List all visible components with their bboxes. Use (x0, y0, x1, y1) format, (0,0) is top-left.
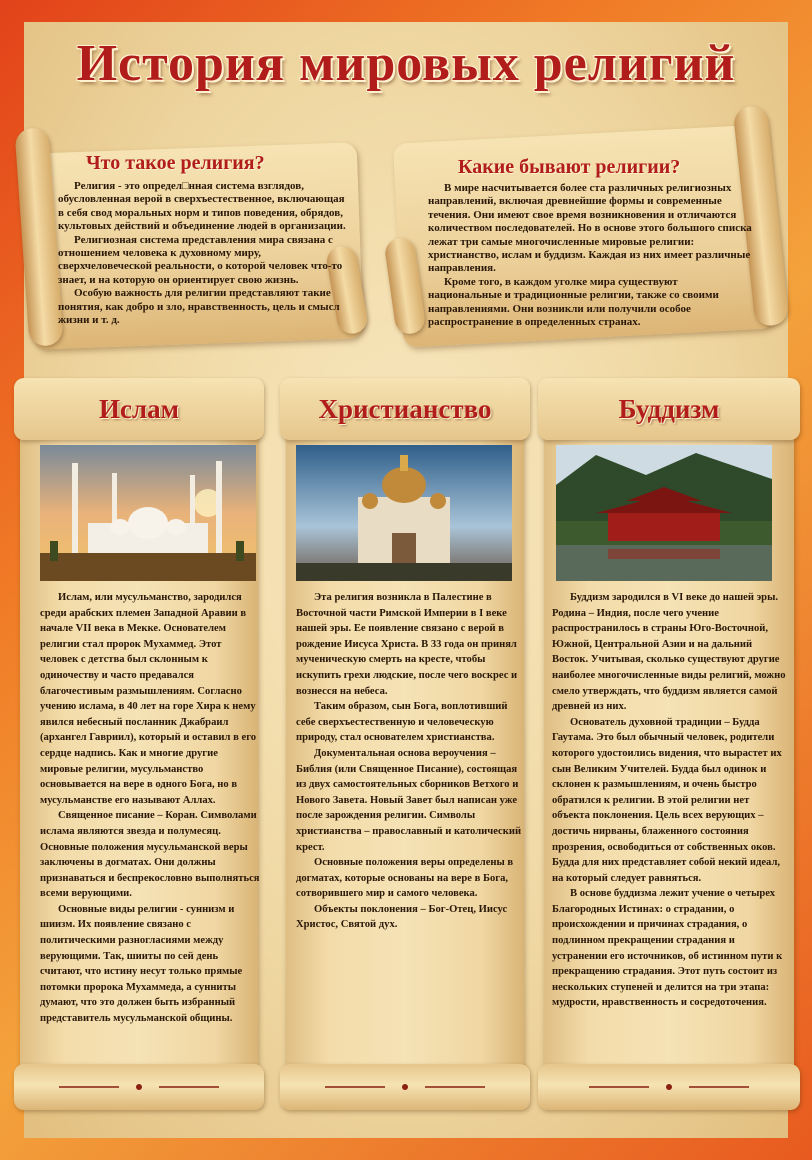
intro-right-heading: Какие бывают религии? (458, 156, 681, 178)
cathedral-illustration (296, 445, 512, 581)
column-text (40, 590, 262, 1027)
column-paragraph: Буддизм зародился в VI веке до нашей эры. Родина – Индия, после чего учение распространилось в страны Юго-Восточной, Южной, Центральной Азии и на дальний Восток. Учитывая, сколько существуют другие наиболее многочисленные виды религий, можно смело утверждать, что буддизм является самой древней из них. (552, 592, 786, 713)
cathedral-photo (296, 445, 512, 581)
column-paragraph: Документальная основа вероучения – Библия (или Священное Писание), состоящая из двух самостоятельных сборников Ветхого и Нового Завета. Новый Завет был написан уже после зарождения религии. Символы христианства – православный и католический крест. (296, 747, 522, 853)
temple-photo (556, 445, 772, 581)
column-scroll-head (538, 378, 800, 440)
column-title: Буддизм (618, 394, 720, 424)
poster-title: История мировых религий (76, 35, 736, 92)
column-title: Ислам (98, 394, 180, 424)
intro-right-text (428, 182, 754, 329)
column-scroll-head (280, 378, 530, 440)
column-text (552, 590, 788, 1011)
ornament-divider (325, 1084, 485, 1090)
column-paragraph: Таким образом, сын Бога, воплотивший себе сверхъестественную и человеческую природу, стал основателем христианства. (296, 701, 508, 744)
temple-illustration (556, 445, 772, 581)
column-scroll-head (14, 378, 264, 440)
column-paragraph: Священное писание – Коран. Символами ислама являются звезда и полумесяц. Основные положения мусульманской веры заключены в догматах. Они должны признаваться и беспрекословно выполняться всеми верующими. (40, 810, 260, 900)
intro-right-paragraph: В мире насчитывается более ста различных религиозных направлений, включая древнейшие формы и современные течения. Они имеют свое время возникновения и отличаются количеством последователей. Но в основе этого большого списка лежат три самые многочисленные мировые религии: христианство, ислам и буддизм. Каждая из них имеет различные направления. (428, 182, 752, 275)
intro-left-paragraph: Религиозная система представления мира связана с отношением человека к духовному миру, сверхчеловеческой реальности, о которой человек что-то знает, и на которую он ориентирует свою жизнь. (58, 233, 343, 286)
column-paragraph: Основные виды религии - суннизм и шиизм. Их появление связано с политическими разногласиями между верующими. Так, шииты по сей день считают, что истину несут только прямые потомки пророка Мухаммеда, а сунниты думают, что это должен быть избранный представитель мусульманской общины. (40, 903, 243, 1025)
intro-left-text (58, 180, 348, 327)
column-paragraph: В основе буддизма лежит учение о четырех Благородных Истинах: о страдании, о происхождении и причинах страдания, о подлинном прекращении страдания и устранении его источников, об истинном пути к прекращению страдания. Этот путь состоит из нескольких ступеней и делится на три этапа: мудрости, нравственность и сосредоточения. (552, 888, 783, 1009)
column-paragraph: Объекты поклонения – Бог-Отец, Иисус Христос, Святой дух. (296, 903, 508, 931)
column-islam (14, 370, 264, 1110)
column-scroll-foot (280, 1064, 530, 1110)
column-paragraph: Основные положения веры определены в догматах, которые основаны на вере в Бога, сотворившего мир и самого человека. (296, 857, 514, 900)
ornament-divider (59, 1084, 219, 1090)
mosque-photo (40, 445, 256, 581)
column-paragraph: Основатель духовной традиции – Будда Гаутама. Это был обычный человек, родители которого удостоились видения, что вырастет их сын Великим Учителей. Будда был одинок и склонен к размышлениям, и очень быстро обратился к религии. В этой религии нет объекта поклонения. Цель всех верующих – достичь нирваны, блаженного состояния прозрения, освободиться от собственных оков. Будда для них представляет собой некий идеал, на который следует равняться. (552, 716, 782, 884)
ornament-divider (589, 1084, 749, 1090)
intro-right-paragraph: Кроме того, в каждом уголке мира существуют национальные и традиционные религии, также со своими направлениями. Они возникли или получили особое распространение в определенных странах. (428, 275, 719, 329)
column-paragraph: Эта религия возникла в Палестине в Восточной части Римской Империи в I веке нашей эры. Ее появление связано с верой в рождение Иисуса Христа. В 33 года он принял мученическую смерть на кресте, чтобы искупить грехи людские, после чего воскрес и вознесся на небеса. (296, 592, 518, 697)
column-paragraph: Ислам, или мусульманство, зародился среди арабских племен Западной Аравии в начале VII века в Мекке. Основателем религии стал пророк Мухаммед. Этот человек с детства был склонным к одиночеству и часто предавался благочестивым размышлениям. Согласно учению ислама, в 40 лет на горе Хира к нему явился небесный посланник Джабраил (архангел Гавриил), который и оставил в его сердце надпись. Как и многие другие мировые религии, мусульманство основывается на вере в одного Бога, но в мусульманстве его называют Аллах. (40, 592, 257, 806)
column-scroll-foot (14, 1064, 264, 1110)
intro-left-heading: Что такое религия? (86, 152, 265, 174)
intro-left-paragraph: Религия - это определ□нная система взглядов, обусловленная верой в сверхъестественное, включающая в себя свод моральных норм и типов поведения, обрядов, культовых действий и объединение людей в организации. (58, 180, 346, 233)
column-buddhism (538, 370, 800, 1110)
column-scroll-foot (538, 1064, 800, 1110)
mosque-illustration (40, 445, 256, 581)
intro-left-paragraph: Особую важность для религии представляют такие понятия, как добро и зло, нравственность, цель и смысл жизни и т. д. (58, 287, 340, 327)
column-christianity (280, 370, 530, 1110)
column-title: Христианство (318, 394, 492, 424)
column-text (296, 590, 524, 933)
